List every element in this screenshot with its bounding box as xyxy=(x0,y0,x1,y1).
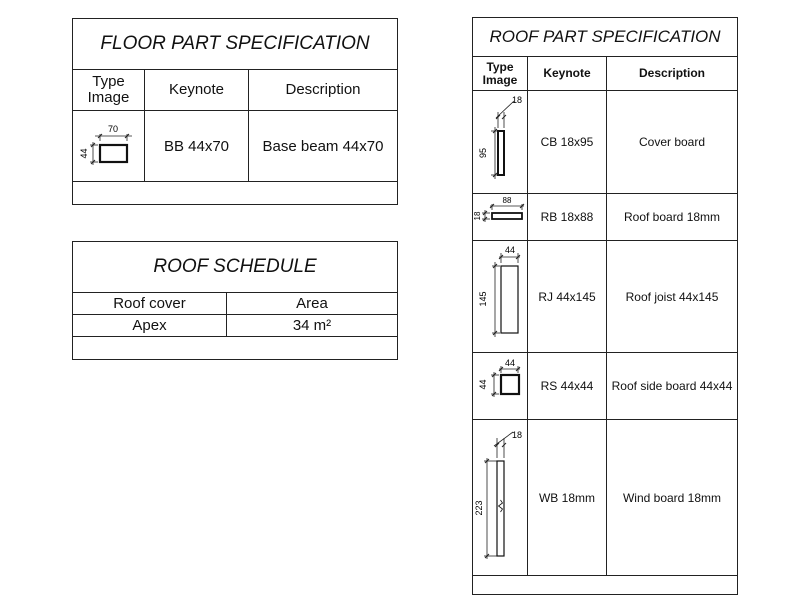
roof-side-board-width-dimension: 44 xyxy=(504,358,516,368)
roof-spec-description: Roof board 18mm xyxy=(607,194,738,241)
roof-spec-keynote: WB 18mm xyxy=(528,420,607,576)
table-row xyxy=(73,315,398,337)
floor-spec-empty-row xyxy=(73,182,398,205)
roof-spec-header-description: Description xyxy=(607,57,738,91)
roof-spec-keynote: RS 44x44 xyxy=(528,353,607,420)
floor-spec-type-image-cell xyxy=(73,111,145,182)
roof-joist-section-drawing xyxy=(473,241,528,349)
roof-spec-keynote: RB 18x88 xyxy=(528,194,607,241)
roof-schedule-table xyxy=(72,241,398,360)
roof-board-section-drawing xyxy=(473,194,528,237)
roof-joist-width-dimension: 44 xyxy=(504,245,516,255)
roof-spec-header-type-image: Type Image xyxy=(473,57,528,91)
floor-part-specification-table xyxy=(72,18,398,205)
floor-spec-header-description: Description xyxy=(249,70,398,111)
roof-schedule-area: 34 m² xyxy=(227,315,398,337)
base-beam-height-dimension: 44 xyxy=(79,148,89,159)
base-beam-section-drawing xyxy=(73,111,145,177)
roof-spec-description: Cover board xyxy=(607,91,738,194)
roof-spec-title: ROOF PART SPECIFICATION xyxy=(473,18,738,57)
roof-part-specification-table xyxy=(472,17,738,595)
floor-spec-title: FLOOR PART SPECIFICATION xyxy=(73,19,398,70)
wind-board-section-drawing xyxy=(473,420,528,572)
table-row xyxy=(473,241,738,353)
table-row xyxy=(473,420,738,576)
roof-spec-header-keynote: Keynote xyxy=(528,57,607,91)
cover-board-height-dimension: 95 xyxy=(478,147,488,159)
roof-spec-keynote: RJ 44x145 xyxy=(528,241,607,353)
wind-board-height-dimension: 223 xyxy=(474,500,484,516)
roof-spec-description: Wind board 18mm xyxy=(607,420,738,576)
floor-spec-header-keynote: Keynote xyxy=(145,70,249,111)
cover-board-section-drawing xyxy=(473,91,528,190)
roof-schedule-empty-row xyxy=(73,337,398,360)
roof-schedule-title: ROOF SCHEDULE xyxy=(73,242,398,293)
roof-board-height-dimension: 18 xyxy=(473,211,482,221)
base-beam-width-dimension: 70 xyxy=(107,124,119,134)
roof-spec-keynote: CB 18x95 xyxy=(528,91,607,194)
wind-board-width-dimension: 18 xyxy=(511,430,523,440)
table-row xyxy=(73,111,398,182)
roof-spec-type-image-cell xyxy=(473,194,528,241)
roof-spec-type-image-cell xyxy=(473,241,528,353)
roof-schedule-header-area: Area xyxy=(227,293,398,315)
roof-board-width-dimension: 88 xyxy=(502,196,512,205)
roof-schedule-header-roof-cover: Roof cover xyxy=(73,293,227,315)
roof-spec-type-image-cell xyxy=(473,420,528,576)
roof-spec-type-image-cell xyxy=(473,353,528,420)
roof-spec-description: Roof side board 44x44 xyxy=(607,353,738,420)
roof-side-board-section-drawing xyxy=(473,353,528,416)
roof-spec-empty-row xyxy=(473,576,738,595)
roof-side-board-height-dimension: 44 xyxy=(478,379,488,390)
roof-schedule-roof-cover: Apex xyxy=(73,315,227,337)
table-row xyxy=(473,91,738,194)
roof-joist-height-dimension: 145 xyxy=(478,291,488,307)
floor-spec-header-type-image: Type Image xyxy=(73,70,145,111)
floor-spec-description: Base beam 44x70 xyxy=(249,111,398,182)
table-row xyxy=(473,194,738,241)
cover-board-width-dimension: 18 xyxy=(511,95,523,105)
roof-spec-type-image-cell xyxy=(473,91,528,194)
floor-spec-keynote: BB 44x70 xyxy=(145,111,249,182)
roof-spec-description: Roof joist 44x145 xyxy=(607,241,738,353)
table-row xyxy=(473,353,738,420)
